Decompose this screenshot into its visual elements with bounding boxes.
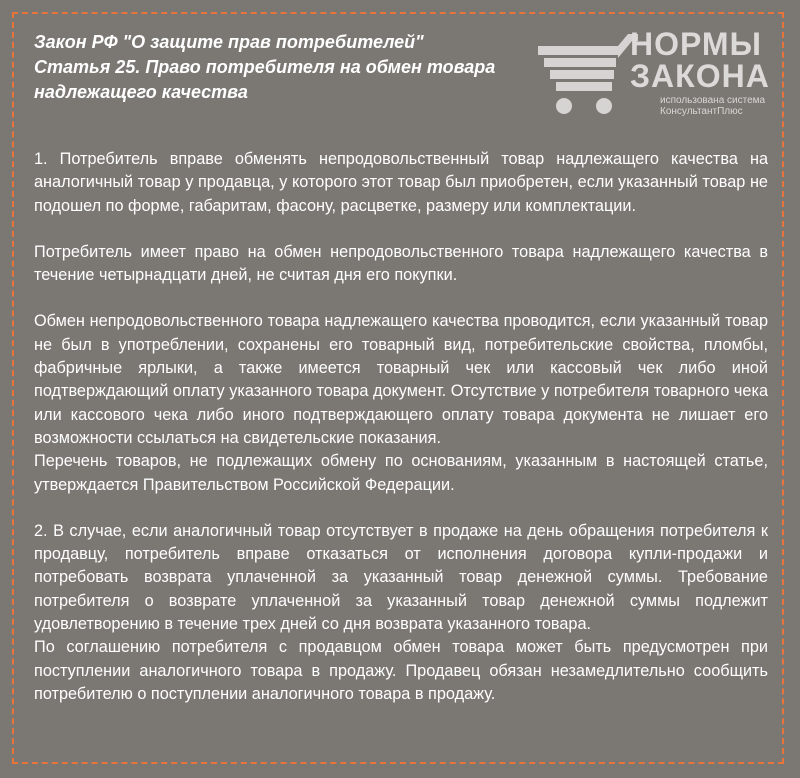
normy-zakona-logo — [538, 26, 778, 116]
logo-line1: НОРМЫ — [630, 26, 762, 62]
logo-wordmark — [630, 28, 770, 92]
paragraph-3: Обмен непродовольственного товара надлежащего качества проводится, если указанный товар не был в употреблении, сохранены его товарный вид, потребительские свойства, пломбы, фабричные ярлыки, а также имеется товарный чек или кассовый чек либо иной подтверждающий оплату указанного товара документ. Отсутствие у потребителя товарного чека или кассового чека либо иного подтверждающего оплату товара документа не лишает его возможности ссылаться на свидетельские показания. — [34, 312, 768, 447]
paragraph-2: Потребитель имеет право на обмен непродовольственного товара надлежащего качества в течение четырнадцати дней, не считая дня его покупки. — [34, 242, 768, 285]
paragraph-1: 1. Потребитель вправе обменять непродовольственный товар надлежащего качества на аналогичный товар у продавца, у которого этот товар был приобретен, если указанный товар не подошел по форме, габаритам, фасону, расцветке, размеру или комплектации. — [34, 150, 768, 215]
logo-sub2: КонсультантПлюс — [660, 106, 743, 117]
law-title: Закон РФ "О защите прав потребителей" — [34, 32, 424, 52]
paragraph-6: По соглашению потребителя с продавцом обмен товара может быть предусмотрен при поступлении аналогичного товара в продажу. Продавец обязан незамедлительно сообщить потребителю о поступлении аналогичного товара в продажу. — [34, 638, 768, 703]
paragraph-5: 2. В случае, если аналогичный товар отсутствует в продаже на день обращения потребителя к продавцу, потребитель вправе отказаться от исполнения договора купли-продажи и потребовать возврата уплаченной за указанный товар денежной суммы. Требование потребителя о возврате уплаченной за указанный товар денежной суммы подлежит удовлетворению в течение трех дней со дня возврата указанного товара. — [34, 521, 768, 634]
article-header — [34, 30, 534, 105]
logo-line2: ЗАКОНА — [630, 58, 770, 94]
logo-sub1: использована система — [660, 95, 766, 106]
article-body — [34, 148, 768, 706]
article-title: Статья 25. Право потребителя на обмен товара — [34, 57, 496, 77]
cart-icon — [538, 34, 638, 118]
logo-subtitle — [660, 95, 770, 117]
paragraph-4: Перечень товаров, не подлежащих обмену по основаниям, указанным в настоящей статье, утверждается Правительством Российской Федерации. — [34, 452, 768, 494]
article-title-continued: надлежащего качества — [34, 82, 248, 102]
